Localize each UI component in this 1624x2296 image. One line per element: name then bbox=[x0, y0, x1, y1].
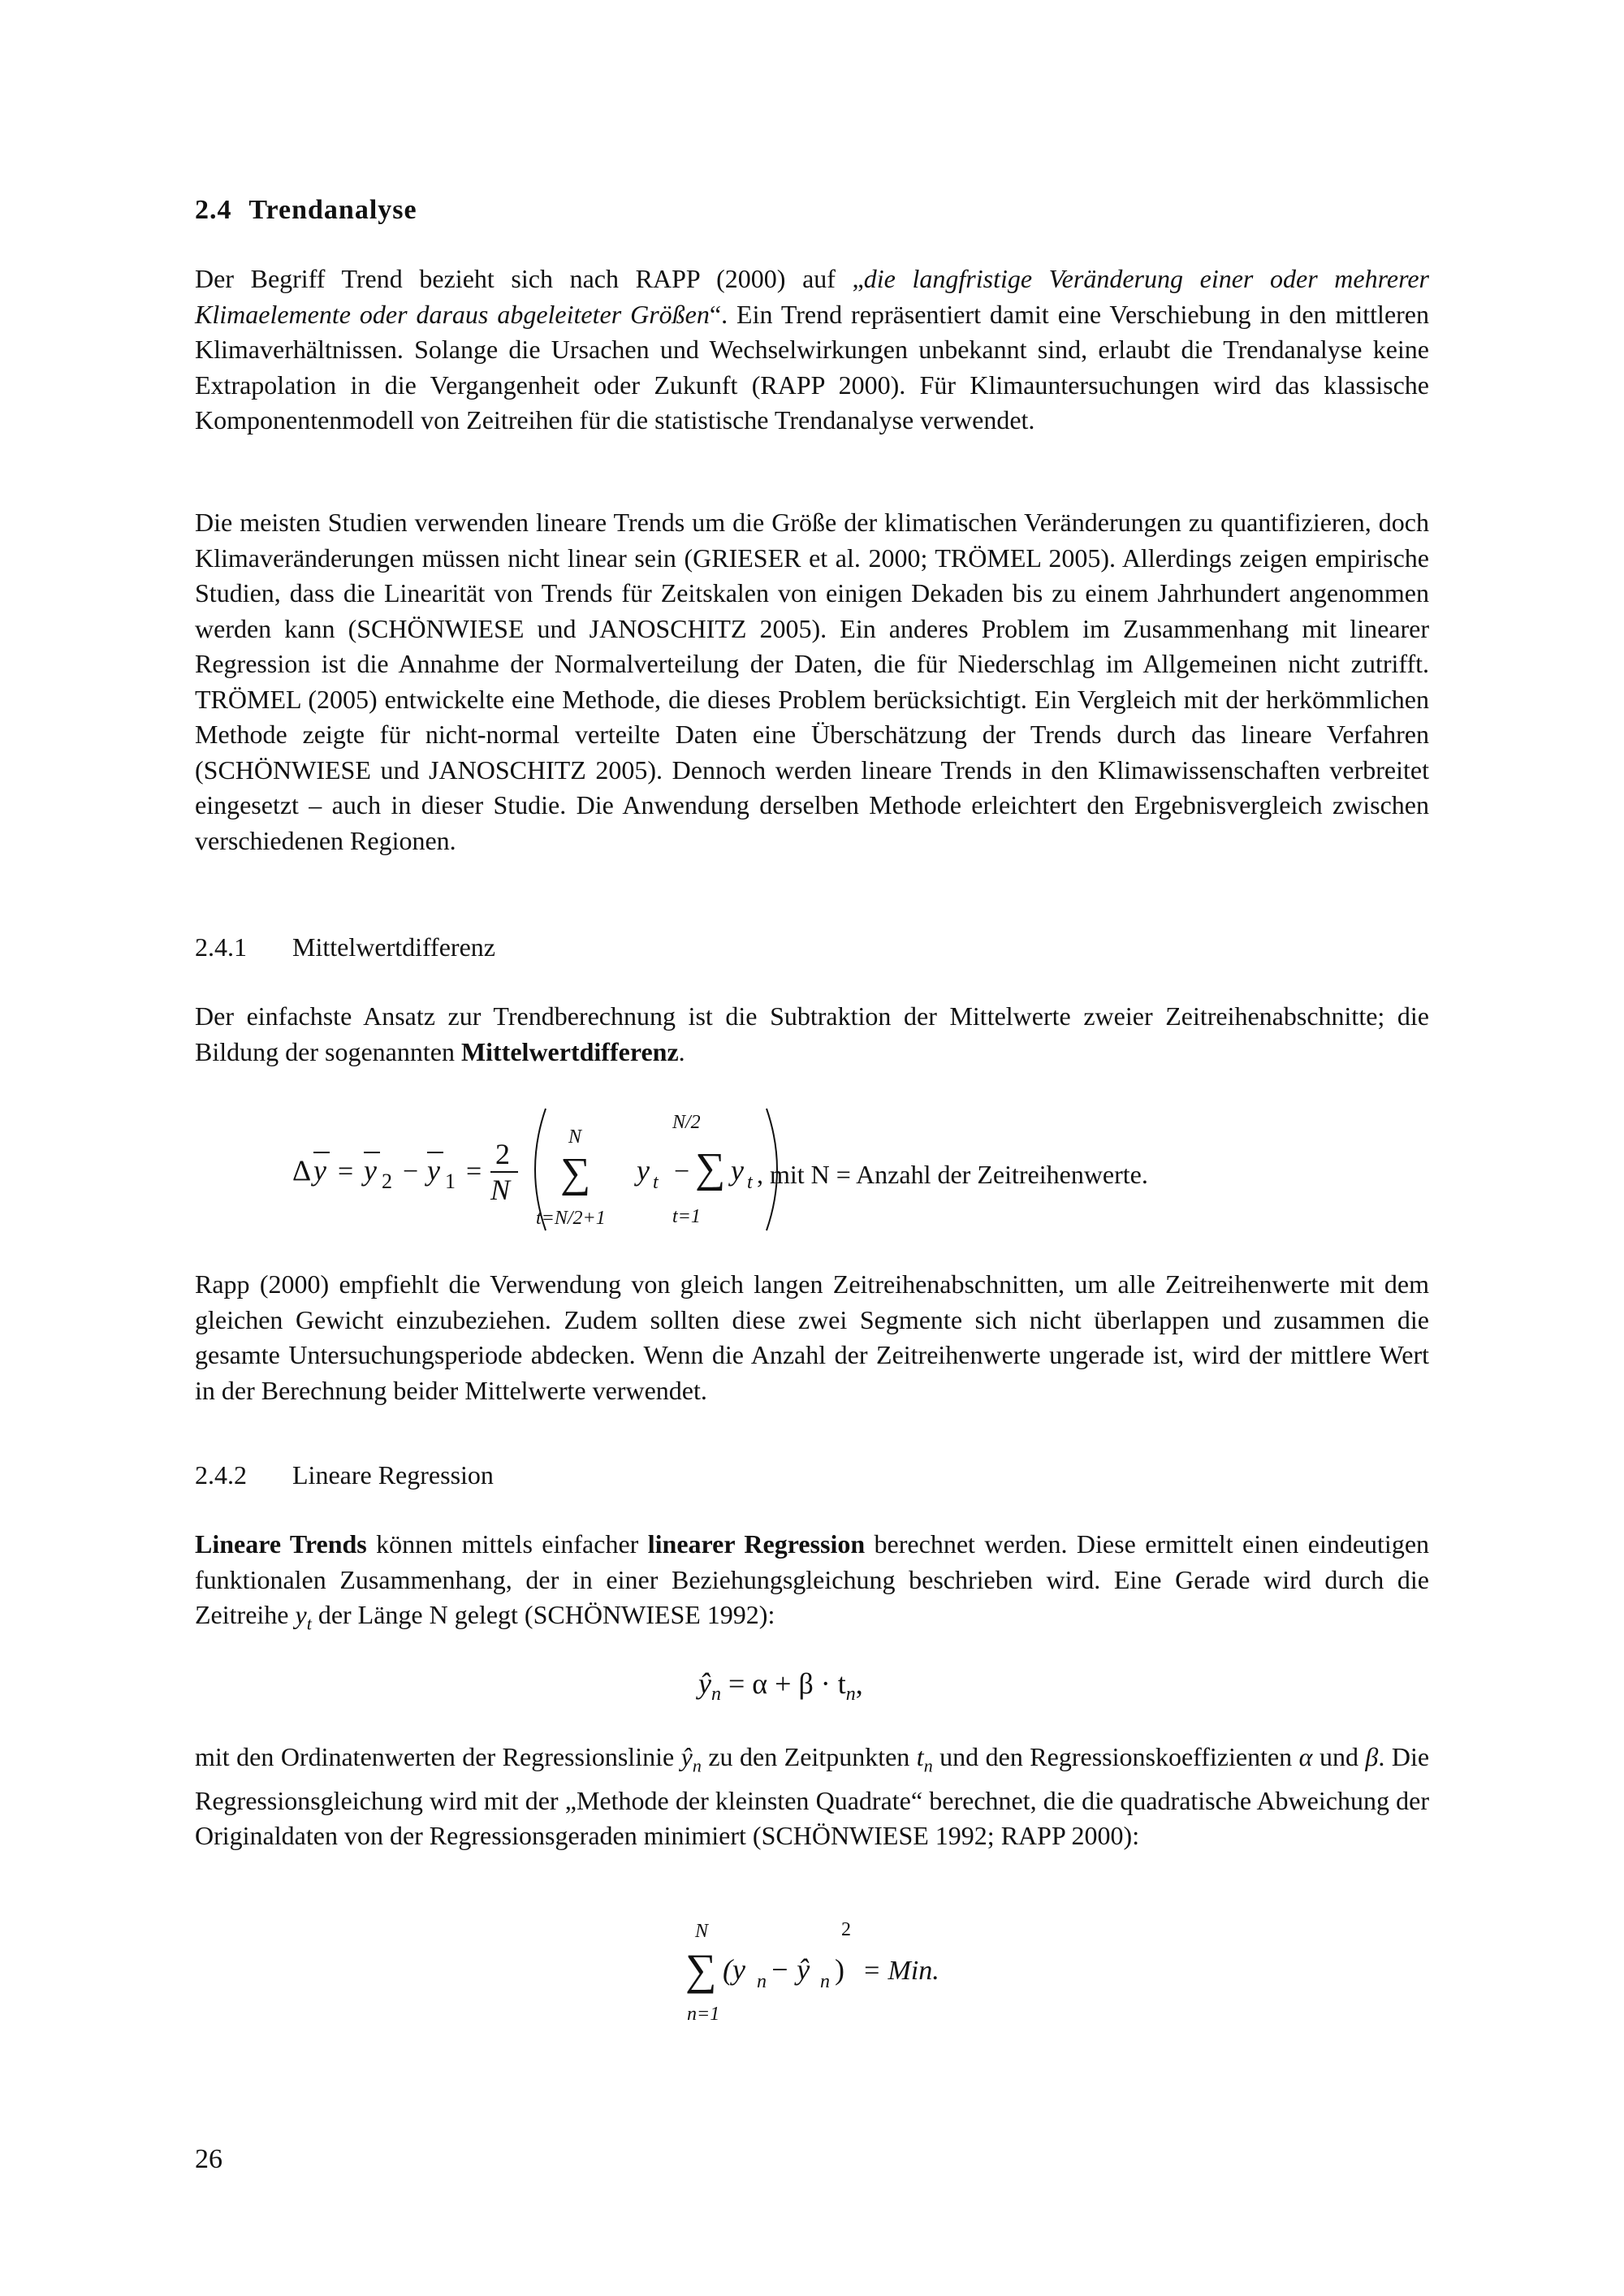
subsection-heading-lineare-regression bbox=[195, 1460, 494, 1490]
subsection-title: Mittelwertdifferenz bbox=[292, 932, 495, 962]
eq1-sub-2: 2 bbox=[382, 1170, 392, 1193]
p5-text-2: berechnet werden. Diese ermittelt einen eindeutigen funktionalen Zusammenhang, der in einer Beziehungsgleichung beschrieben wird. Eine Gerade wird durch die Zeitreihe bbox=[195, 1529, 1430, 1629]
eq1-sum1-lower: t=N/2+1 bbox=[536, 1208, 606, 1229]
eq3-close: ) bbox=[835, 1953, 844, 1986]
paragraph-linear-trends: Die meisten Studien verwenden lineare Trends um die Größe der klimatischen Veränderungen zu quantifizieren, doch Klimaveränderungen müssen nicht linear sein (GRIESER et al. 2000; TRÖMEL 2005). Allerdings zeigen empirische Studien, dass die Linearität von Trends für Zeitskalen von einigen Dekaden bis zu einem Jahrhundert angenommen werden kann (SCHÖNWIESE und JANOSCHITZ 2005). Ein anderes Problem im Zusammenhang mit linearer Regression ist die Annahme der Normalverteilung der Daten, die für Niederschlag im Allgemeinen nicht zutrifft. TRÖMEL (2005) entwickelte eine Methode, die dieses Problem berücksichtigt. Ein Vergleich mit der herkömmlichen Methode zeigte für nicht-normal verteilte Daten eine Überschätzung der Trends durch das lineare Verfahren (SCHÖNWIESE und JANOSCHITZ 2005). Dennoch werden lineare Trends in den Klimawissenschaften verbreitet eingesetzt – auch in dieser Studie. Die Anwendung derselben Methode erleichtert den Ergebnisvergleich zwischen verschiedenen Regionen. bbox=[195, 508, 1429, 855]
eq3-n-sub-1: n bbox=[757, 1971, 767, 1992]
p6-n-sub-2: n bbox=[923, 1755, 933, 1776]
eq1-sum1-sigma: ∑ bbox=[560, 1150, 591, 1196]
p6-n-sub-1: n bbox=[692, 1755, 702, 1776]
eq1-minus: − bbox=[403, 1157, 419, 1187]
eq1-y: y bbox=[313, 1154, 326, 1187]
paragraph-regression-coefficients bbox=[195, 1740, 1429, 1854]
paragraph-rapp-recommendation: Rapp (2000) empfiehlt die Verwendung von gleich langen Zeitreihenabschnitten, um alle Zeitreihenwerte mit dem gleichen Gewicht einzubeziehen. Zudem sollten diese zwei Segmente sich nicht überlappen und zusammen die gesamte Untersuchungsperiode abdecken. Wenn die Anzahl der Zeitreihenwerte ungerade ist, wird der mittlere Wert in der Berechnung beider Mittelwerte verwendet. bbox=[195, 1269, 1429, 1405]
eq1-t-sub-2: t bbox=[747, 1172, 753, 1193]
p6-text-5: . Die Regressionsgleichung wird mit der „Methode der kleinsten Quadrate“ berechnet, die die quadratische Abweichung der Originaldaten von der Regressionsgeraden minimiert (SCHÖNWIESE 1992; RAPP 2000): bbox=[195, 1742, 1430, 1851]
eq3-sigma: ∑ bbox=[685, 1945, 717, 1994]
subsection-number: 2.4.1 bbox=[195, 932, 247, 962]
eq3-power: 2 bbox=[841, 1919, 851, 1940]
p5-bold-2: linearer Regression bbox=[647, 1529, 866, 1559]
eq3-upper: N bbox=[695, 1921, 709, 1942]
p5-y: y bbox=[295, 1600, 307, 1629]
equation-regression-line bbox=[698, 1667, 863, 1706]
eq2-rhs: = α + β · t bbox=[728, 1667, 846, 1700]
section-title: Trendanalyse bbox=[248, 195, 417, 225]
eq3-body: (y bbox=[723, 1953, 745, 1986]
eq2-n-sub: n bbox=[710, 1684, 721, 1706]
p6-t: t bbox=[916, 1742, 924, 1771]
p5-t-sub: t bbox=[306, 1613, 312, 1634]
eq2-yhat: ŷ bbox=[698, 1667, 711, 1700]
subsection-heading-mittelwertdifferenz bbox=[195, 932, 495, 962]
eq1-minus-2: − bbox=[674, 1157, 690, 1187]
paragraph-trend-definition bbox=[195, 262, 1429, 439]
p1-quote: die langfristige Veränderung einer oder mehrerer Klimaelemente oder daraus abgeleiteter Größen bbox=[195, 264, 1430, 329]
p6-text-3: und den Regressionskoeffizienten bbox=[932, 1742, 1299, 1771]
p6-text-1: mit den Ordinatenwerten der Regressionslinie bbox=[195, 1742, 681, 1771]
equation-least-squares bbox=[682, 1913, 974, 2034]
p1-text-1: Der Begriff Trend bezieht sich nach RAPP (2000) auf „ bbox=[195, 264, 864, 293]
eq1-delta: Δ bbox=[292, 1154, 312, 1187]
eq3-n-sub-2: n bbox=[820, 1971, 830, 1992]
p1-text-2: “. Ein Trend repräsentiert damit eine Verschiebung in den mittleren Klimaverhältnissen. Solange die Ursachen und Wechselwirkungen unbekannt sind, erlaubt die Trendanalyse keine Extrapolation in die Vergangenheit oder Zukunft (RAPP 2000). Für Klimauntersuchungen wird das klassische Komponentenmodell von Zeitreihen für die statistische Trendanalyse verwendet. bbox=[195, 299, 1430, 435]
eq1-yt-1: y bbox=[637, 1154, 650, 1187]
p6-text-4: und bbox=[1312, 1742, 1366, 1771]
p6-alpha: α bbox=[1298, 1742, 1313, 1771]
p5-bold-1: Lineare Trends bbox=[195, 1529, 367, 1559]
section-number: 2.4 bbox=[195, 195, 232, 225]
p3-text-1: Der einfachste Ansatz zur Trendberechnung ist die Subtraktion der Mittelwerte zweier Zeitreihenabschnitte; die Bildung der sogenannten bbox=[195, 1001, 1429, 1066]
p6-yhat: ŷ bbox=[680, 1742, 693, 1771]
eq3-lower: n=1 bbox=[687, 2004, 720, 2025]
equation-mittelwertdifferenz bbox=[292, 1092, 796, 1247]
eq1-y1: y bbox=[427, 1154, 440, 1187]
eq3-minus-yhat: − ŷ bbox=[770, 1953, 810, 1986]
paragraph-mittelwertdifferenz bbox=[195, 999, 1429, 1070]
page-number: 26 bbox=[195, 2144, 222, 2174]
eq2-end: , bbox=[855, 1667, 863, 1700]
subsection-number: 2.4.2 bbox=[195, 1460, 247, 1490]
eq3-rhs: = Min. bbox=[862, 1956, 939, 1986]
eq1-numerator: 2 bbox=[495, 1138, 510, 1170]
subsection-title: Lineare Regression bbox=[292, 1460, 494, 1490]
eq1-sum2-lower: t=1 bbox=[672, 1206, 701, 1227]
p6-text-2: zu den Zeitpunkten bbox=[701, 1742, 917, 1771]
p6-beta: β bbox=[1365, 1742, 1379, 1771]
eq2-n-sub-2: n bbox=[845, 1684, 856, 1706]
p3-text-2: . bbox=[678, 1036, 685, 1066]
eq1-sum2-upper: N/2 bbox=[672, 1112, 701, 1133]
section-heading bbox=[195, 195, 417, 226]
eq1-denominator: N bbox=[490, 1174, 511, 1206]
p5-text-3: der Länge N gelegt (SCHÖNWIESE 1992): bbox=[311, 1600, 775, 1629]
paragraph-lineare-regression bbox=[195, 1527, 1429, 1641]
eq1-sum2-sigma: ∑ bbox=[695, 1145, 726, 1191]
eq1-sub-1: 1 bbox=[445, 1170, 456, 1193]
eq1-yt-2: y bbox=[731, 1154, 744, 1187]
eq1-t-sub-1: t bbox=[653, 1172, 659, 1193]
p3-bold-term: Mittelwertdifferenz bbox=[460, 1036, 679, 1066]
eq1-equals-1: = bbox=[338, 1157, 354, 1187]
eq1-y2: y bbox=[364, 1154, 377, 1187]
p5-text-1: können mittels einfacher bbox=[366, 1529, 648, 1559]
eq1-equals-2: = bbox=[466, 1157, 482, 1187]
eq1-label: , mit N = Anzahl der Zeitreihenwerte. bbox=[757, 1160, 1148, 1189]
eq1-sum1-upper: N bbox=[568, 1126, 582, 1148]
